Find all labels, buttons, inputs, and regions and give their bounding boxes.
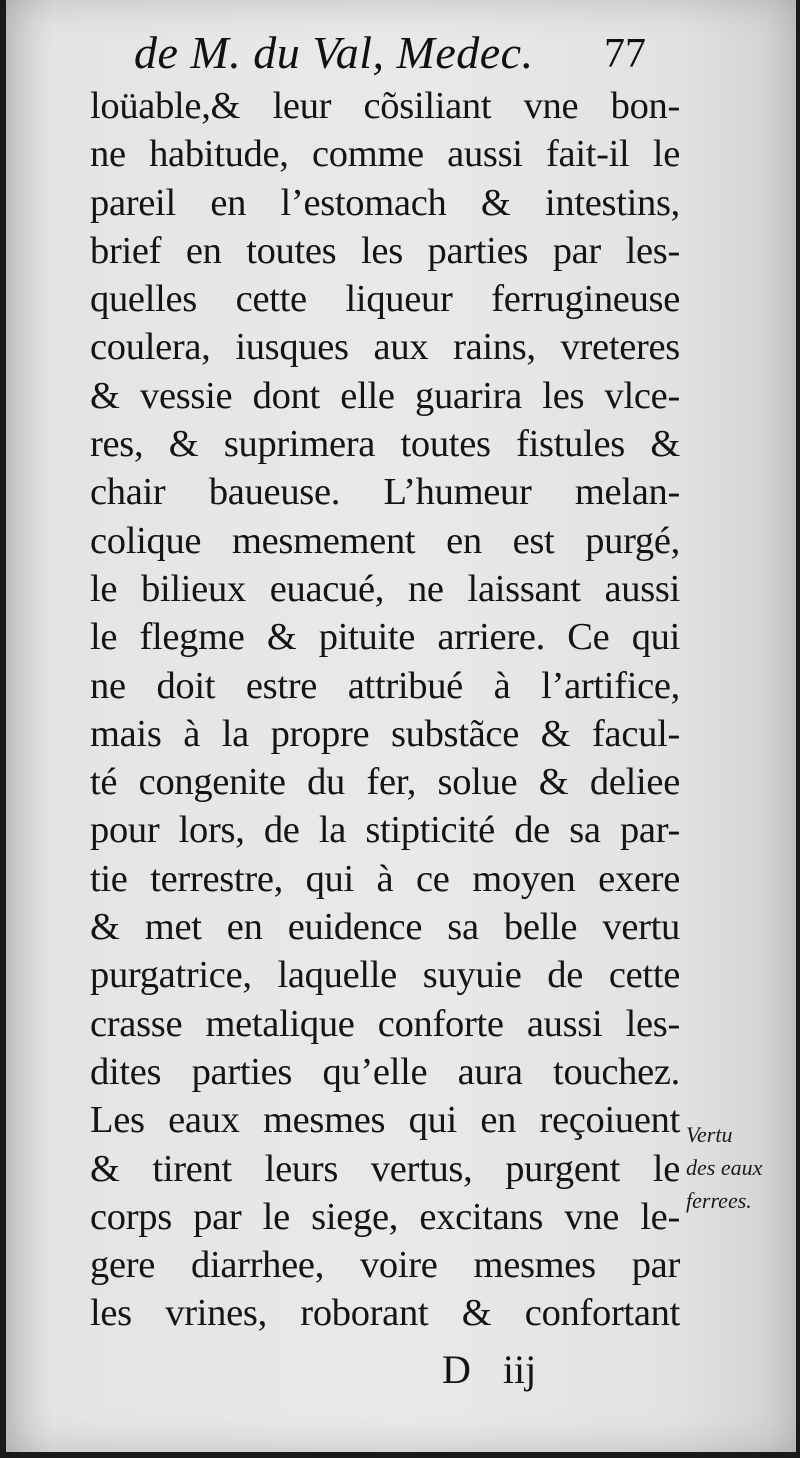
text-line: loüable,& leur cõsiliant vne bon- xyxy=(90,85,680,127)
marginal-note-line: Vertu xyxy=(686,1122,733,1147)
text-line: colique mesmement en est purgé, xyxy=(90,519,680,562)
text-line: crasse metalique conforte aussi les- xyxy=(90,1002,680,1045)
text-line: les vrines, roborant & confortant xyxy=(90,1292,680,1335)
page-header xyxy=(134,22,674,84)
text-line: brief en toutes les parties par les- xyxy=(90,229,680,272)
text-line: ne doit estre attribué à l’artifice, xyxy=(90,664,680,707)
text-line: coulera, iusques aux rains, vreteres xyxy=(90,326,680,369)
text-line: purgatrice, laquelle suyuie de cette xyxy=(90,954,680,997)
body-text xyxy=(90,82,680,1338)
text-line: gere diarrhee, voire mesmes par xyxy=(90,1244,680,1287)
text-line: Les eaux mesmes qui en reçoiuent xyxy=(90,1099,680,1142)
text-line: té congenite du fer, solue & deliee xyxy=(90,761,680,804)
signature-mark: D iij xyxy=(442,1347,537,1392)
text-line: ne habitude, comme aussi fait-il le xyxy=(90,133,680,176)
book-page xyxy=(6,0,796,1452)
text-line: & met en euidence sa belle vertu xyxy=(90,906,680,949)
text-line: dites parties qu’elle aura touchez. xyxy=(90,1050,680,1093)
text-line: res, & suprimera toutes fistules & xyxy=(90,423,680,466)
text-line: corps par le siege, excitans vne le- xyxy=(90,1195,680,1238)
text-line: chair baueuse. L’humeur melan- xyxy=(90,471,680,514)
text-line: pareil en l’estomach & intestins, xyxy=(90,181,680,224)
marginal-note xyxy=(686,1118,798,1217)
text-line: le bilieux euacué, ne laissant aussi xyxy=(90,567,680,610)
text-line: quelles cette liqueur ferrugineuse xyxy=(90,278,680,321)
text-line: le flegme & pituite arriere. Ce qui xyxy=(90,616,680,659)
text-line: & vessie dont elle guarira les vlce- xyxy=(90,374,680,417)
running-head: de M. du Val, Medec. xyxy=(134,27,534,78)
text-line: mais à la propre substãce & facul- xyxy=(90,712,680,755)
text-line: tie terrestre, qui à ce moyen exere xyxy=(90,857,680,900)
marginal-note-line: des eaux xyxy=(686,1155,763,1180)
page-number: 77 xyxy=(604,31,646,77)
text-line: pour lors, de la stipticité de sa par- xyxy=(90,809,680,852)
marginal-note-line: ferrees. xyxy=(686,1188,752,1213)
text-line: & tirent leurs vertus, purgent le xyxy=(90,1147,680,1190)
